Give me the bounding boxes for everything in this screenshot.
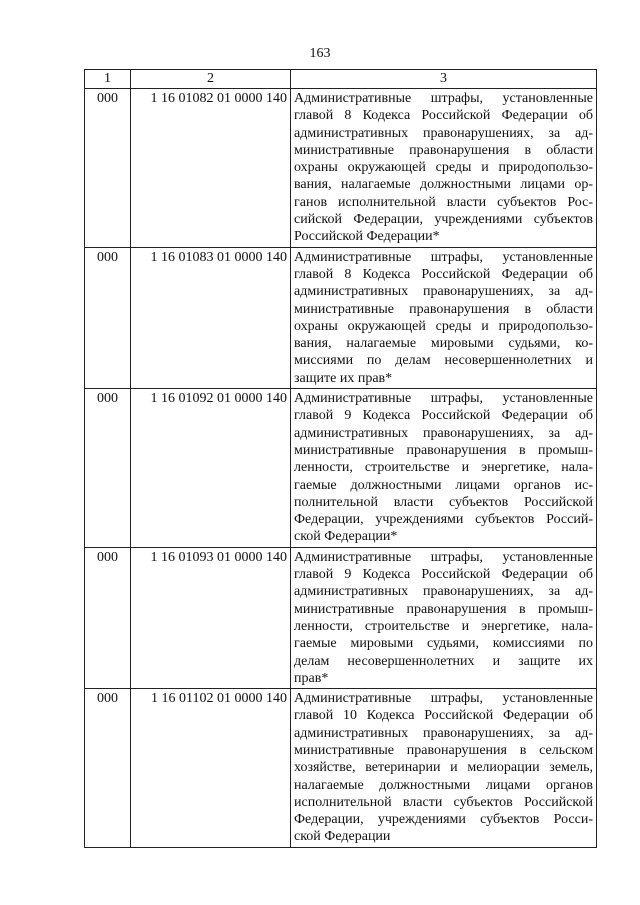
revenue-description-cell — [291, 547, 597, 688]
budget-classification-code-cell: 1 16 01092 01 0000 140 — [131, 389, 291, 548]
description-line: ленности, строительстве и энергетике, нала- — [294, 618, 593, 634]
column-number-3: 3 — [291, 70, 597, 89]
admin-code-cell: 000 — [85, 389, 131, 548]
description-line: административных правонарушениях, за ад- — [294, 584, 593, 600]
table-row — [85, 389, 597, 548]
description-line: административных правонарушениях, за ад- — [294, 425, 593, 441]
table-body — [85, 70, 597, 848]
revenue-description-cell — [291, 389, 597, 548]
description-line: ленности, строительстве и энергетике, нала- — [294, 460, 593, 476]
description-line: Российской Федерации* — [294, 229, 440, 245]
column-number-1: 1 — [85, 70, 131, 89]
description-line: охраны окружающей среды и природопользо- — [294, 160, 593, 176]
description-line: министративные правонарушения в области — [294, 142, 593, 158]
admin-code-cell: 000 — [85, 689, 131, 848]
description-line: охраны окружающей среды и природопользо- — [294, 318, 593, 334]
table-row — [85, 247, 597, 388]
description-line: защите их прав* — [294, 370, 393, 386]
budget-classification-code-cell: 1 16 01083 01 0000 140 — [131, 247, 291, 388]
budget-classification-code-cell: 1 16 01102 01 0000 140 — [131, 689, 291, 848]
description-line: главой 9 Кодекса Российской Федерации об — [294, 408, 593, 424]
column-number-row — [85, 70, 597, 89]
description-line: миссиями по делам несовершеннолетних и — [294, 353, 593, 369]
description-line: Федерации, учреждениями субъектов Росси- — [294, 812, 593, 828]
description-line: гаемые мировыми судьями, комиссиями по — [294, 636, 593, 652]
description-line: хозяйстве, ветеринарии и мелиорации земель, — [294, 760, 593, 776]
description-line: административных правонарушениях, за ад- — [294, 125, 593, 141]
description-line: министративные правонарушения в промыш- — [294, 442, 593, 458]
description-line: вания, налагаемые должностными лицами ор- — [294, 177, 593, 193]
description-line: ской Федерации* — [294, 529, 398, 545]
table-row — [85, 689, 597, 848]
description-line: налагаемые должностными лицами органов — [294, 777, 593, 793]
description-line: Административные штрафы, установленные — [294, 91, 593, 106]
budget-classification-code-cell: 1 16 01082 01 0000 140 — [131, 89, 291, 248]
description-line: Административные штрафы, установленные — [294, 549, 593, 565]
admin-code-cell: 000 — [85, 247, 131, 388]
description-line: министративные правонарушения в области — [294, 301, 593, 317]
column-number-2: 2 — [131, 70, 291, 89]
description-line: министративные правонарушения в сельском — [294, 742, 593, 758]
description-line: главой 8 Кодекса Российской Федерации об — [294, 266, 593, 282]
revenue-description-cell — [291, 689, 597, 848]
revenue-description-cell — [291, 89, 597, 248]
description-line: Административные штрафы, установленные — [294, 691, 593, 707]
description-line: главой 8 Кодекса Российской Федерации об — [294, 108, 593, 124]
description-line: гаемые должностными лицами органов ис- — [294, 477, 593, 493]
description-line: ганов исполнительной власти субъектов Рос- — [294, 194, 593, 210]
budget-classification-code-cell: 1 16 01093 01 0000 140 — [131, 547, 291, 688]
description-line: сийской Федерации, учреждениями субъектов — [294, 212, 593, 228]
description-line: административных правонарушениях, за ад- — [294, 284, 593, 300]
description-line: прав* — [294, 670, 329, 686]
description-line: главой 10 Кодекса Российской Федерации об — [294, 708, 593, 724]
description-line: полнительной власти субъектов Российской — [294, 494, 593, 510]
description-line: административных правонарушениях, за ад- — [294, 725, 593, 741]
description-line: Административные штрафы, установленные — [294, 249, 593, 265]
description-line: главой 9 Кодекса Российской Федерации об — [294, 567, 593, 583]
description-line: исполнительной власти субъектов Российской — [294, 794, 593, 810]
admin-code-cell: 000 — [85, 547, 131, 688]
description-line: Федерации, учреждениями субъектов Россий- — [294, 512, 593, 528]
description-line: министративные правонарушения в промыш- — [294, 601, 593, 617]
description-line: делам несовершеннолетних и защите их — [294, 653, 593, 669]
description-line: вания, налагаемые мировыми судьями, ко- — [294, 336, 593, 352]
page-number: 163 — [309, 46, 331, 61]
table-row — [85, 547, 597, 688]
description-line: ской Федерации — [294, 829, 391, 845]
table-row — [85, 89, 597, 248]
budget-codes-table — [84, 69, 597, 848]
admin-code-cell: 000 — [85, 89, 131, 248]
description-line: Административные штрафы, установленные — [294, 391, 593, 407]
revenue-description-cell — [291, 247, 597, 388]
